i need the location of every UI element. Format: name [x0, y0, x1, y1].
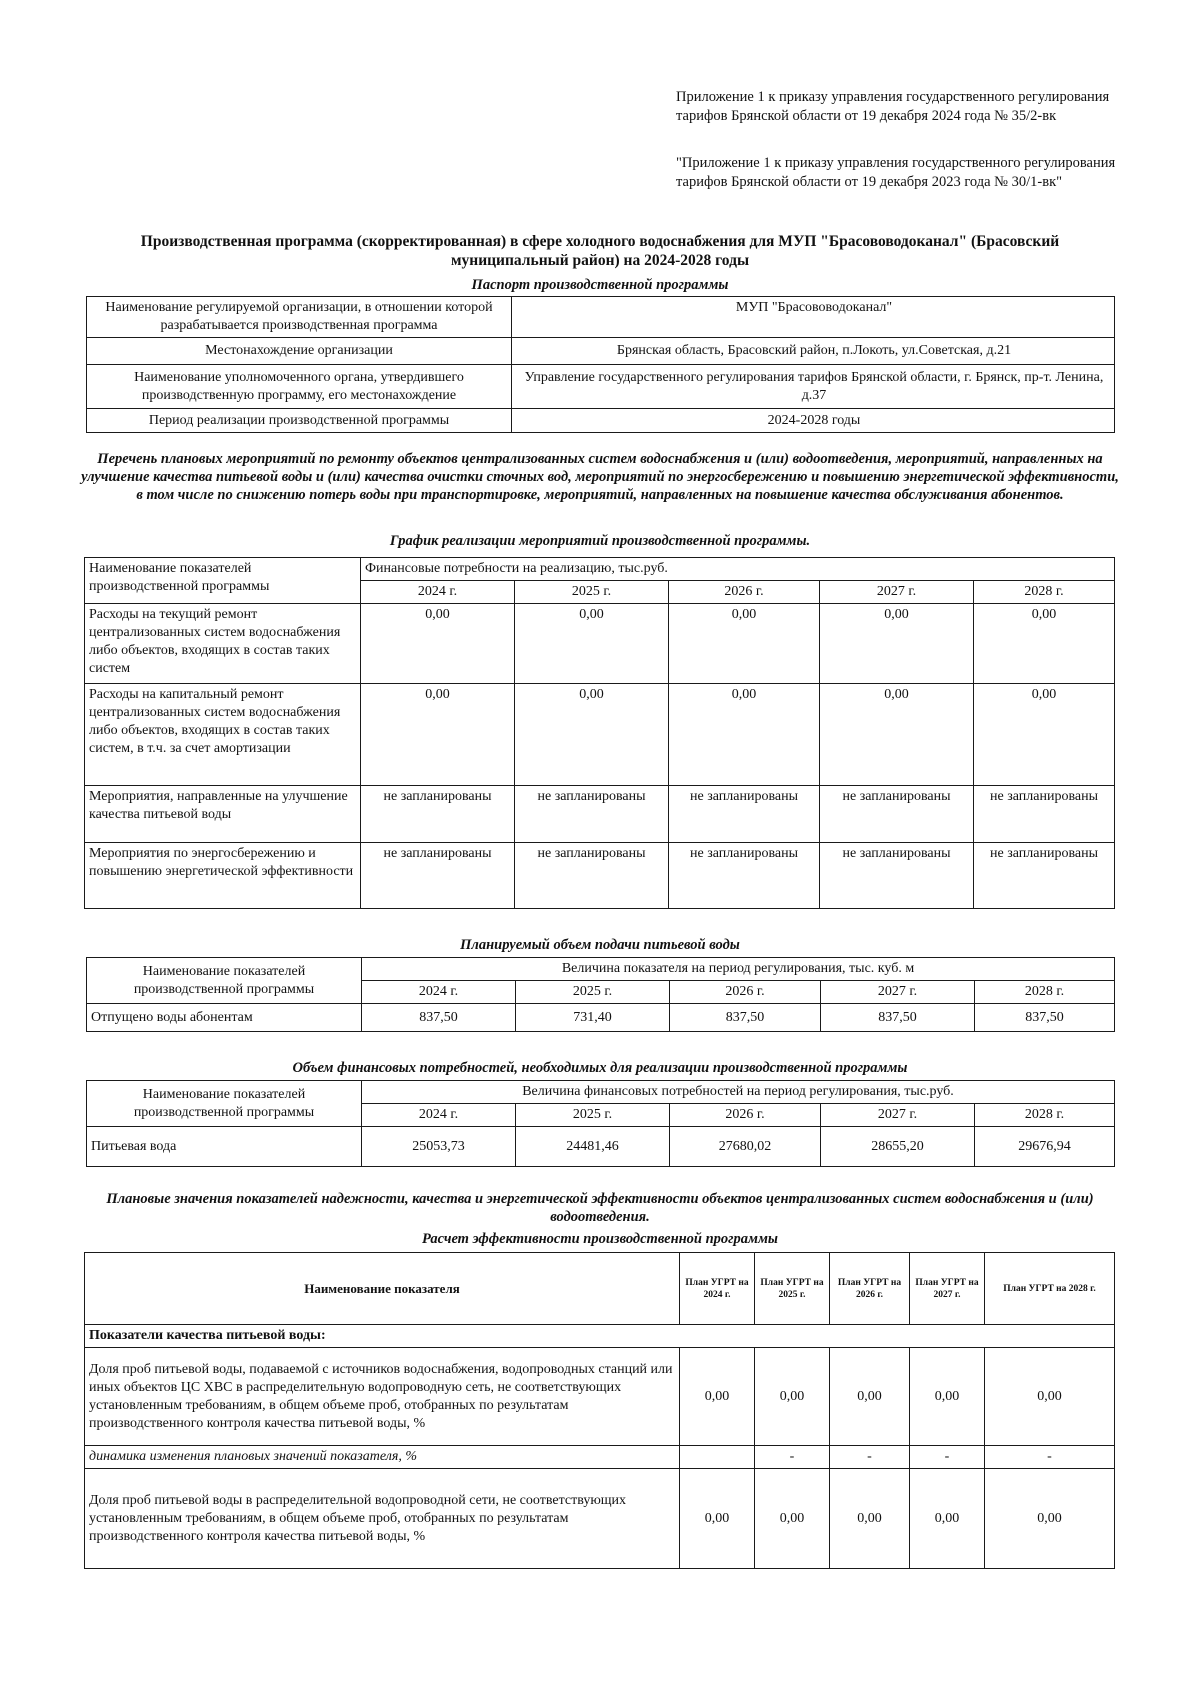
table-cell: 29676,94: [975, 1127, 1115, 1167]
row-label: Отпущено воды абонентам: [87, 1004, 362, 1032]
row-label: Мероприятия по энергосбережению и повышению энергетической эффективности: [85, 843, 361, 909]
dynamics-label: динамика изменения плановых значений показателя, %: [85, 1446, 680, 1469]
column-header-plan: План УГРТ на 2028 г.: [985, 1253, 1115, 1325]
table-cell: 0,00: [361, 604, 515, 684]
table-cell: 837,50: [670, 1004, 821, 1032]
table-cell: не запланированы: [669, 843, 820, 909]
column-header-year: 2027 г.: [821, 1104, 975, 1127]
table-header-row: [85, 558, 1115, 581]
table-cell: 0,00: [669, 604, 820, 684]
column-header-year: 2026 г.: [670, 981, 821, 1004]
section-row: [85, 1325, 1115, 1348]
efficiency-table: [84, 1252, 1115, 1569]
passport-label: Местонахождение организации: [87, 338, 512, 365]
table-cell: 0,00: [515, 684, 669, 786]
column-header-group: Величина показателя на период регулирования, тыс. куб. м: [362, 958, 1115, 981]
table-cell: не запланированы: [669, 786, 820, 843]
appendix-note: Приложение 1 к приказу управления государственного регулирования тарифов Брянской области от 19 декабря 2024 года № 35/2-вк: [676, 89, 1110, 124]
table-header-row: [85, 1253, 1115, 1325]
column-header-year: 2028 г.: [975, 1104, 1115, 1127]
column-header-plan: План УГРТ на 2027 г.: [910, 1253, 985, 1325]
table-cell: -: [910, 1446, 985, 1469]
column-header-year: 2026 г.: [669, 581, 820, 604]
table-cell: 0,00: [680, 1469, 755, 1569]
section-title: Показатели качества питьевой воды:: [85, 1325, 1115, 1348]
table-cell: не запланированы: [820, 786, 974, 843]
table-cell: 0,00: [755, 1469, 830, 1569]
table-header-row: [87, 1081, 1115, 1104]
table-cell: 0,00: [515, 604, 669, 684]
table-row: [87, 1127, 1115, 1167]
table-cell: 837,50: [975, 1004, 1115, 1032]
table-cell: 0,00: [830, 1469, 910, 1569]
table-cell: не запланированы: [820, 843, 974, 909]
table-row: [85, 604, 1115, 684]
efficiency-caption: Плановые значения показателей надежности, качества и энергетической эффективности объектов централизованных систем водоснабжения и (или) водоотведения.: [106, 1191, 1094, 1225]
table-cell: 0,00: [669, 684, 820, 786]
finance-table: [86, 1080, 1115, 1167]
passport-label: Наименование регулируемой организации, в отношении которой разрабатывается производственная программа: [87, 297, 512, 338]
table-cell: 837,50: [362, 1004, 516, 1032]
table-cell: 0,00: [974, 684, 1115, 786]
table-cell: 28655,20: [821, 1127, 975, 1167]
column-header-group: Финансовые потребности на реализацию, тыс.руб.: [361, 558, 1115, 581]
column-header-year: 2024 г.: [362, 981, 516, 1004]
column-header-label: Наименование показателя: [85, 1253, 680, 1325]
column-header-year: 2025 г.: [516, 981, 670, 1004]
column-header-year: 2028 г.: [974, 581, 1115, 604]
passport-label: Наименование уполномоченного органа, утвердившего производственную программу, его местонахождение: [87, 365, 512, 409]
table-cell: 0,00: [974, 604, 1115, 684]
passport-table: [86, 296, 1115, 433]
column-header-plan: План УГРТ на 2024 г.: [680, 1253, 755, 1325]
column-header-plan: План УГРТ на 2025 г.: [755, 1253, 830, 1325]
table-cell: 0,00: [361, 684, 515, 786]
table-cell: [680, 1446, 755, 1469]
passport-value: Брянская область, Брасовский район, п.Локоть, ул.Советская, д.21: [512, 338, 1115, 365]
column-header-group: Величина финансовых потребностей на период регулирования, тыс.руб.: [362, 1081, 1115, 1104]
row-label: Расходы на текущий ремонт централизованных систем водоснабжения либо объектов, входящих в состав таких систем: [85, 604, 361, 684]
table-cell: 27680,02: [670, 1127, 821, 1167]
table-cell: 837,50: [821, 1004, 975, 1032]
column-header-year: 2024 г.: [361, 581, 515, 604]
table-cell: 0,00: [910, 1348, 985, 1446]
column-header-year: 2026 г.: [670, 1104, 821, 1127]
column-header-label: Наименование показателей производственной программы: [85, 558, 361, 604]
table-cell: не запланированы: [361, 786, 515, 843]
column-header-year: 2027 г.: [821, 981, 975, 1004]
table-cell: -: [985, 1446, 1115, 1469]
table-row: [87, 409, 1115, 433]
row-label: Питьевая вода: [87, 1127, 362, 1167]
table-row: [85, 684, 1115, 786]
table-row: [87, 365, 1115, 409]
column-header-year: 2024 г.: [362, 1104, 516, 1127]
passport-value: 2024-2028 годы: [512, 409, 1115, 433]
finance-caption: Объем финансовых потребностей, необходимых для реализации производственной программы: [292, 1060, 908, 1076]
volume-table: [86, 957, 1115, 1032]
row-label: Доля проб питьевой воды в распределительной водопроводной сети, не соответствующих установленным требованиям, в общем объеме проб, отобранных по результатам производственного контроля качества питьевой воды, %: [85, 1469, 680, 1569]
column-header-year: 2025 г.: [515, 581, 669, 604]
table-cell: 0,00: [755, 1348, 830, 1446]
measures-table: [84, 557, 1115, 909]
table-cell: 24481,46: [516, 1127, 670, 1167]
table-cell: 0,00: [820, 604, 974, 684]
column-header-label: Наименование показателей производственной программы: [87, 1081, 362, 1127]
column-header-plan: План УГРТ на 2026 г.: [830, 1253, 910, 1325]
row-label: Доля проб питьевой воды, подаваемой с источников водоснабжения, водопроводных станций или иных объектов ЦС ХВС в распределительную водопроводную сеть, не соответствующих установленным требованиям, в общем объеме проб, отобранных по результатам производственного контроля качества питьевой воды, %: [85, 1348, 680, 1446]
passport-value: Управление государственного регулирования тарифов Брянской области, г. Брянск, пр-т. Ленина, д.37: [512, 365, 1115, 409]
column-header-year: 2027 г.: [820, 581, 974, 604]
table-row: [85, 1348, 1115, 1446]
appendix-note-previous: "Приложение 1 к приказу управления государственного регулирования тарифов Брянской области от 19 декабря 2023 года № 30/1-вк": [676, 155, 1116, 190]
table-row: [85, 1469, 1115, 1569]
table-row: [85, 843, 1115, 909]
table-cell: не запланированы: [515, 786, 669, 843]
volume-caption: Планируемый объем подачи питьевой воды: [460, 937, 740, 953]
table-cell: 0,00: [985, 1348, 1115, 1446]
document-title: Производственная программа (скорректированная) в сфере холодного водоснабжения для МУП "Брасововодоканал" (Брасовский муниципальный район) на 2024-2028 годы: [140, 233, 1060, 269]
column-header-year: 2028 г.: [975, 981, 1115, 1004]
passport-label: Период реализации производственной программы: [87, 409, 512, 433]
table-cell: 0,00: [910, 1469, 985, 1569]
efficiency-subcaption: Расчет эффективности производственной программы: [422, 1231, 778, 1247]
column-header-year: 2025 г.: [516, 1104, 670, 1127]
table-row: [87, 1004, 1115, 1032]
measures-subcaption: График реализации мероприятий производственной программы.: [389, 533, 811, 549]
table-cell: 25053,73: [362, 1127, 516, 1167]
table-header-row: [87, 958, 1115, 981]
passport-value: МУП "Брасововодоканал": [512, 297, 1115, 338]
table-row: [87, 338, 1115, 365]
table-cell: 0,00: [985, 1469, 1115, 1569]
dynamics-row: [85, 1446, 1115, 1469]
measures-caption: Перечень плановых мероприятий по ремонту объектов централизованных систем водоснабжения и (или) водоотведения, мероприятий, направленных на улучшение качества питьевой воды и (или) качества очистки сточных вод, мероприятий по энергосбережению и повышению энергетической эффективности, в том числе по снижению потерь воды при транспортировке, мероприятий, направленных на повышение качества обслуживания абонентов.: [81, 451, 1119, 503]
table-cell: не запланированы: [361, 843, 515, 909]
passport-caption: Паспорт производственной программы: [471, 277, 729, 293]
table-row: [87, 297, 1115, 338]
table-cell: 0,00: [820, 684, 974, 786]
table-row: [85, 786, 1115, 843]
table-cell: 0,00: [830, 1348, 910, 1446]
column-header-label: Наименование показателей производственной программы: [87, 958, 362, 1004]
row-label: Расходы на капитальный ремонт централизованных систем водоснабжения либо объектов, входящих в состав таких систем, в т.ч. за счет амортизации: [85, 684, 361, 786]
row-label: Мероприятия, направленные на улучшение качества питьевой воды: [85, 786, 361, 843]
table-cell: 0,00: [680, 1348, 755, 1446]
table-cell: не запланированы: [974, 786, 1115, 843]
table-cell: -: [830, 1446, 910, 1469]
table-cell: 731,40: [516, 1004, 670, 1032]
table-cell: -: [755, 1446, 830, 1469]
table-cell: не запланированы: [515, 843, 669, 909]
table-cell: не запланированы: [974, 843, 1115, 909]
